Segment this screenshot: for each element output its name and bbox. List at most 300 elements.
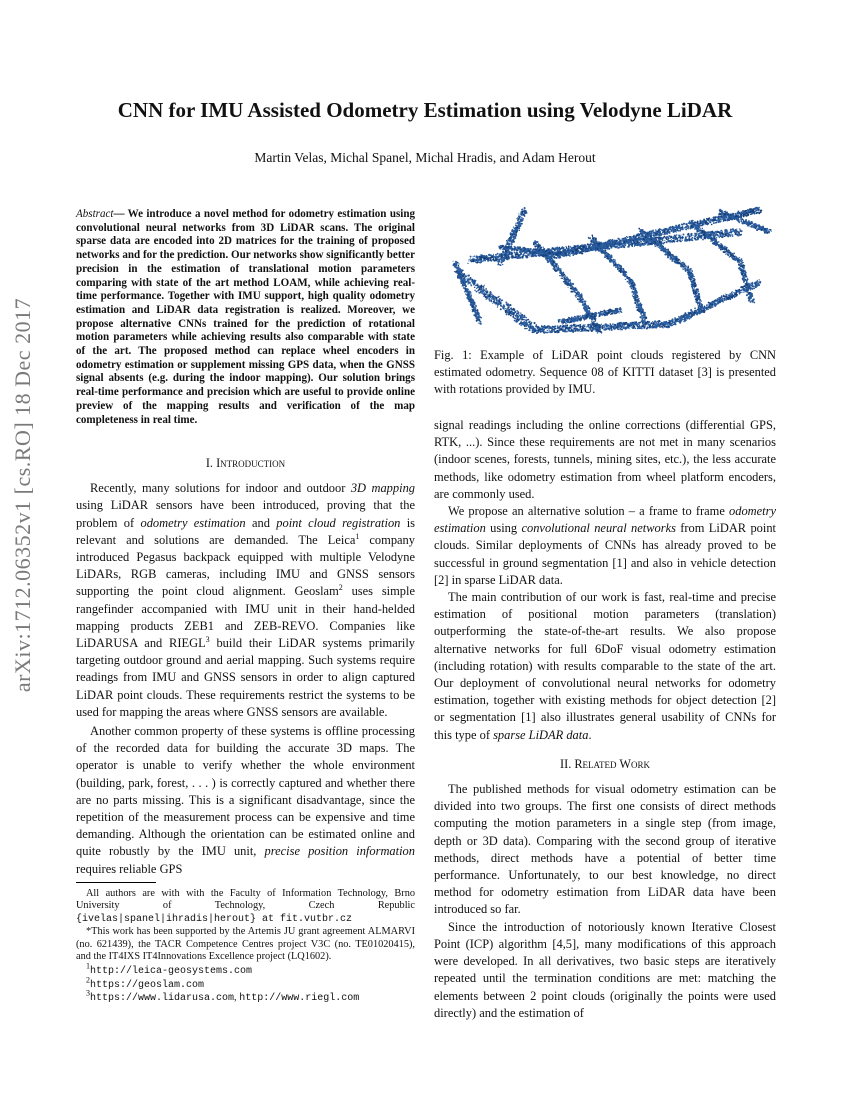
point-cloud-point [621,239,622,240]
point-cloud-point [618,242,620,244]
point-cloud-point [719,248,720,249]
point-cloud-point [498,260,500,262]
point-cloud-point [677,241,678,242]
point-cloud-point [470,258,471,259]
point-cloud-point [731,256,733,258]
point-cloud-point [587,248,588,249]
lidarusa-link[interactable]: https://www.lidarusa.com [90,993,235,1005]
point-cloud-point [702,236,703,237]
point-cloud-point [454,271,455,272]
point-cloud-point [613,259,614,260]
point-cloud-point [668,238,669,239]
point-cloud-point [604,328,606,330]
point-cloud-point [690,228,691,229]
point-cloud-point [617,266,618,267]
point-cloud-point [585,249,587,251]
point-cloud-point [564,276,566,278]
point-cloud-point [572,283,574,285]
point-cloud-point [633,240,635,242]
point-cloud-point [477,287,478,288]
point-cloud-point [681,229,683,231]
point-cloud-point [481,292,483,294]
point-cloud-point [627,242,628,243]
point-cloud-point [654,245,655,246]
point-cloud-point [507,308,509,310]
point-cloud-point [621,328,623,330]
point-cloud-point [663,233,665,235]
point-cloud-point [671,239,672,240]
point-cloud-point [475,259,477,261]
point-cloud-point [547,257,548,258]
point-cloud-point [525,255,527,257]
point-cloud-point [491,256,493,258]
point-cloud-point [716,234,717,235]
point-cloud-point [740,214,742,216]
point-cloud-point [735,233,737,235]
point-cloud-point [625,240,626,241]
point-cloud-point [609,261,611,263]
point-cloud-point [482,291,483,292]
point-cloud-point [702,239,704,241]
point-cloud-point [686,226,687,227]
point-cloud-point [627,281,629,283]
point-cloud-point [494,298,495,299]
point-cloud-point [581,330,582,331]
point-cloud-point [601,252,602,253]
point-cloud-point [652,229,654,231]
point-cloud-point [621,246,623,248]
point-cloud-point [710,220,711,221]
point-cloud-point [558,265,559,266]
point-cloud-point [511,244,512,245]
point-cloud-point [737,213,739,215]
point-cloud-point [568,245,570,247]
point-cloud-point [642,235,643,236]
abstract-dash: — [113,208,128,220]
point-cloud-point [656,240,657,241]
point-cloud-point [556,257,558,259]
point-cloud-point [755,213,757,215]
point-cloud-point [727,231,728,232]
point-cloud-point [512,316,513,317]
point-cloud-point [682,266,684,268]
point-cloud-point [521,218,522,219]
point-cloud-point [501,260,503,262]
point-cloud-point [598,245,599,246]
point-cloud-point [491,300,492,301]
point-cloud-point [519,215,520,216]
point-cloud-point [607,245,609,247]
point-cloud-point [721,230,722,231]
point-cloud-point [515,315,516,316]
point-cloud-point [494,300,495,301]
point-cloud-point [713,239,715,241]
point-cloud-point [711,238,713,240]
point-cloud-point [702,230,704,232]
point-cloud-point [563,281,565,283]
point-cloud-point [683,234,685,236]
point-cloud-point [495,254,496,255]
point-cloud-point [699,235,701,237]
point-cloud-point [612,239,614,241]
point-cloud-point [674,235,676,237]
point-cloud-point [483,289,484,290]
point-cloud-point [622,238,624,240]
footnote-support: *This work has been supported by the Artemis JU grant agreement ALMARVI (no. 621439), the TACR Competence Centres project V3C (no. TE01020415), and the IT4IXS IT4Innovations Excellence project (LQ1602). [76,926,415,963]
point-cloud-point [536,332,538,334]
point-cloud-point [509,258,510,259]
point-cloud-point [570,246,571,247]
point-cloud-point [705,220,707,222]
point-cloud-point [649,238,650,239]
point-cloud-point [493,255,494,256]
point-cloud-point [523,210,524,211]
point-cloud-point [574,246,575,247]
point-cloud-point [699,222,701,224]
point-cloud-point [511,310,512,311]
point-cloud-point [682,237,683,238]
point-cloud-point [498,301,499,302]
point-cloud-point [548,258,549,259]
point-cloud-point [634,240,636,242]
point-cloud-point [587,250,588,251]
point-cloud-point [538,243,539,244]
point-cloud-point [694,221,696,223]
point-cloud-point [709,221,711,223]
point-cloud-point [674,237,676,239]
point-cloud-point [517,321,519,323]
point-cloud-point [554,264,556,266]
point-cloud-point [587,324,589,326]
point-cloud-point [675,227,676,228]
point-cloud-point [702,222,704,224]
point-cloud-point [544,325,546,327]
point-cloud-point [524,207,526,209]
point-cloud-point [601,324,602,325]
point-cloud-point [575,253,577,255]
point-cloud-point [539,255,540,256]
point-cloud-point [563,253,565,255]
point-cloud-point [491,260,493,262]
point-cloud-point [636,245,637,246]
point-cloud-point [647,232,648,233]
point-cloud-point [645,243,647,245]
point-cloud-point [677,226,679,228]
point-cloud-point [649,235,650,236]
point-cloud-point [737,258,738,259]
point-cloud-point [490,295,491,296]
point-cloud-point [514,230,516,232]
point-cloud-point [606,328,608,330]
point-cloud-point [675,257,677,259]
point-cloud-point [523,253,524,254]
point-cloud-point [672,240,674,242]
point-cloud-point [616,241,617,242]
point-cloud-point [598,247,599,248]
point-cloud-point [533,254,535,256]
point-cloud-point [477,285,478,286]
point-cloud-point [751,212,753,214]
point-cloud-point [472,256,473,257]
point-cloud-point [511,243,512,244]
point-cloud-point [711,240,712,241]
point-cloud-point [760,210,762,212]
point-cloud-point [467,275,469,277]
point-cloud-point [518,254,519,255]
point-cloud-point [603,245,604,246]
point-cloud-point [733,230,735,232]
point-cloud-point [654,244,655,245]
point-cloud-point [733,252,735,254]
point-cloud-point [620,265,622,267]
point-cloud-point [713,220,715,222]
point-cloud-point [662,327,663,328]
point-cloud-point [517,311,519,313]
point-cloud-point [511,235,512,236]
point-cloud-point [745,210,747,212]
point-cloud-point [606,244,607,245]
point-cloud-point [560,268,562,270]
point-cloud-point [663,229,665,231]
point-cloud-point [580,294,581,295]
point-cloud-point [521,219,523,221]
point-cloud-point [620,270,622,272]
point-cloud-point [669,240,671,242]
point-cloud-point [657,242,658,243]
riegl-link[interactable]: http://www.riegl.com [239,993,360,1005]
point-cloud-point [703,224,705,226]
point-cloud-point [575,289,577,291]
point-cloud-point [568,281,569,282]
point-cloud-point [634,236,635,237]
point-cloud-point [560,270,561,271]
point-cloud-point [597,249,598,250]
footnote-3: $^3$https://www.lidarusa.com, http://www.riegl.com [86,988,360,1005]
point-cloud-point [510,232,512,234]
point-cloud-point [523,322,525,324]
point-cloud-point [487,256,488,257]
point-cloud-point [655,244,656,245]
point-cloud-point [682,264,683,265]
point-cloud-point [501,254,502,255]
point-cloud-point [469,282,471,284]
point-cloud-point [725,230,726,231]
point-cloud-point [674,230,676,232]
point-cloud-point [592,245,593,246]
point-cloud-point [514,320,516,322]
section-heading-introduction: I. Introduction [205,456,286,470]
point-cloud-point [565,281,566,282]
point-cloud-point [664,240,665,241]
point-cloud-point [544,249,545,250]
point-cloud-point [632,240,633,241]
point-cloud-point [612,240,614,242]
point-cloud-point [694,238,696,240]
point-cloud-point [701,233,702,234]
point-cloud-point [605,252,607,254]
point-cloud-point [501,300,502,301]
point-cloud-point [520,312,521,313]
leica-link[interactable]: http://leica-geosystems.com [90,966,253,978]
point-cloud-point [518,230,520,232]
point-cloud-point [728,233,729,234]
point-cloud-point [658,235,659,236]
intro-paragraph-2: Another common property of these systems is offline processing of the recorded data for building the accurate 3D maps. The operator is unable to verify whether the whole environment (building, park, forest, . . . ) is correctly captured and whether there are no parts missing. This is a significant disadvantage, since the repetition of the measurement process can be expensive and time demanding. Although the orientation can be estimated online and quite robustly by the IMU unit, precise position information requires reliable GPS [76,724,415,876]
point-cloud-point [555,328,557,330]
point-cloud-point [571,253,572,254]
point-cloud-point [718,218,719,219]
point-cloud-point [567,278,569,280]
point-cloud-point [484,256,486,258]
point-cloud-point [655,233,656,234]
point-cloud-point [618,322,620,324]
point-cloud-point [677,230,678,231]
point-cloud-point [691,233,693,235]
point-cloud-point [527,256,529,258]
point-cloud-point [519,226,521,228]
point-cloud-point [485,288,487,290]
point-cloud-point [479,256,480,257]
point-cloud-point [574,252,575,253]
point-cloud-point [740,234,742,236]
point-cloud-point [644,244,645,245]
point-cloud-point [526,328,528,330]
point-cloud-point [543,332,544,333]
arxiv-stamp [1,297,45,693]
point-cloud-point [692,237,694,239]
point-cloud-point [585,251,587,253]
point-cloud-point [624,246,625,247]
point-cloud-point [636,325,638,327]
point-cloud-point [546,330,547,331]
point-cloud-point [561,273,562,274]
point-cloud-point [697,229,699,231]
point-cloud-point [476,291,478,293]
point-cloud-point [675,239,676,240]
point-cloud-point [724,233,726,235]
footnotes [76,888,415,1006]
point-cloud-point [474,289,476,291]
point-cloud-point [536,244,537,245]
point-cloud-point [681,263,682,264]
point-cloud-point [695,234,697,236]
point-cloud-point [506,241,508,243]
point-cloud-point [533,326,534,327]
point-cloud-point [505,311,507,313]
point-cloud-point [566,251,568,253]
point-cloud-point [553,262,555,264]
point-cloud-point [589,247,590,248]
point-cloud-point [647,244,649,246]
point-cloud-point [497,297,499,299]
point-cloud-point [653,326,654,327]
point-cloud-point [497,306,498,307]
point-cloud-point [521,318,523,320]
point-cloud-point [730,253,732,255]
point-cloud-point [484,295,485,296]
point-cloud-point [645,232,646,233]
abstract [76,208,415,427]
point-cloud-point [526,212,527,213]
point-cloud-point [670,256,672,258]
point-cloud-point [617,267,618,268]
point-cloud-point [506,244,507,245]
point-cloud-point [694,233,696,235]
point-cloud-point [623,271,625,273]
point-cloud-point [743,214,745,216]
point-cloud-point [506,259,507,260]
point-cloud-point [619,245,620,246]
point-cloud-point [628,240,629,241]
point-cloud-point [490,255,492,257]
point-cloud-point [642,229,643,230]
point-cloud-point [523,214,524,215]
point-cloud-point [505,308,506,309]
point-cloud-point [643,233,644,234]
point-cloud-point [526,325,527,326]
point-cloud-point [632,236,633,237]
point-cloud-point [598,241,599,242]
point-cloud-point [479,288,480,289]
point-cloud-point [730,229,732,231]
point-cloud-point [514,318,516,320]
point-cloud-point [694,228,695,229]
point-cloud-point [615,264,616,265]
point-cloud-point [573,248,574,249]
point-cloud-point [585,246,587,248]
point-cloud-point [692,235,693,236]
point-cloud-point [748,212,750,214]
point-cloud-point [466,275,467,276]
point-cloud-point [564,250,566,252]
point-cloud-point [617,268,619,270]
point-cloud-point [583,247,585,249]
point-cloud-point [620,322,622,324]
point-cloud-point [523,316,524,317]
point-cloud-point [493,302,494,303]
point-cloud-point [588,245,589,246]
point-cloud-point [545,255,547,257]
point-cloud-point [588,237,590,239]
point-cloud-point [577,248,579,250]
point-cloud-point [518,320,519,321]
point-cloud-point [697,238,699,240]
point-cloud-point [750,214,751,215]
intro-paragraph-1: Recently, many solutions for indoor and outdoor 3D mapping using LiDAR sensors have been introduced, proving that the problem of odometry estimation and point cloud registration is relevant and solutions are demanded. The Leica$^1$ company introduced Pegasus backpack equipped with multiple Velodyne LiDARs, RGB cameras, including IMU and GNSS sensors supporting the point cloud alignment. Geoslam$^2$ uses simple rangefinder accompanied with IMU unit in their hand-helded mapping products ZEB1 and ZEB-REVO. Companies like LiDARUSA and RIEGL$^3$ build their LiDAR systems primarily targeting outdoor ground and aerial mapping. Such systems require readings from IMU and GNSS sensors in order to align captured LiDAR point clouds. These requirements restrict the systems to be used for mapping the areas where GNSS sensors are available. [76,481,416,719]
point-cloud-point [700,230,701,231]
point-cloud-point [707,235,709,237]
point-cloud-point [666,236,668,238]
point-cloud-point [718,245,720,247]
point-cloud-point [478,261,480,263]
point-cloud-point [552,259,554,261]
point-cloud-point [559,275,561,277]
point-cloud-point [662,232,663,233]
point-cloud-point [502,264,503,265]
point-cloud-point [482,261,483,262]
point-cloud-point [508,250,509,251]
point-cloud-point [703,234,705,236]
geoslam-link[interactable]: https://geoslam.com [90,979,205,991]
point-cloud-point [680,261,681,262]
point-cloud-point [629,238,630,239]
point-cloud-point [669,231,671,233]
point-cloud-point [545,331,546,332]
point-cloud-point [642,240,643,241]
point-cloud-point [734,231,736,233]
point-cloud-point [485,296,487,298]
point-cloud-point [631,238,632,239]
